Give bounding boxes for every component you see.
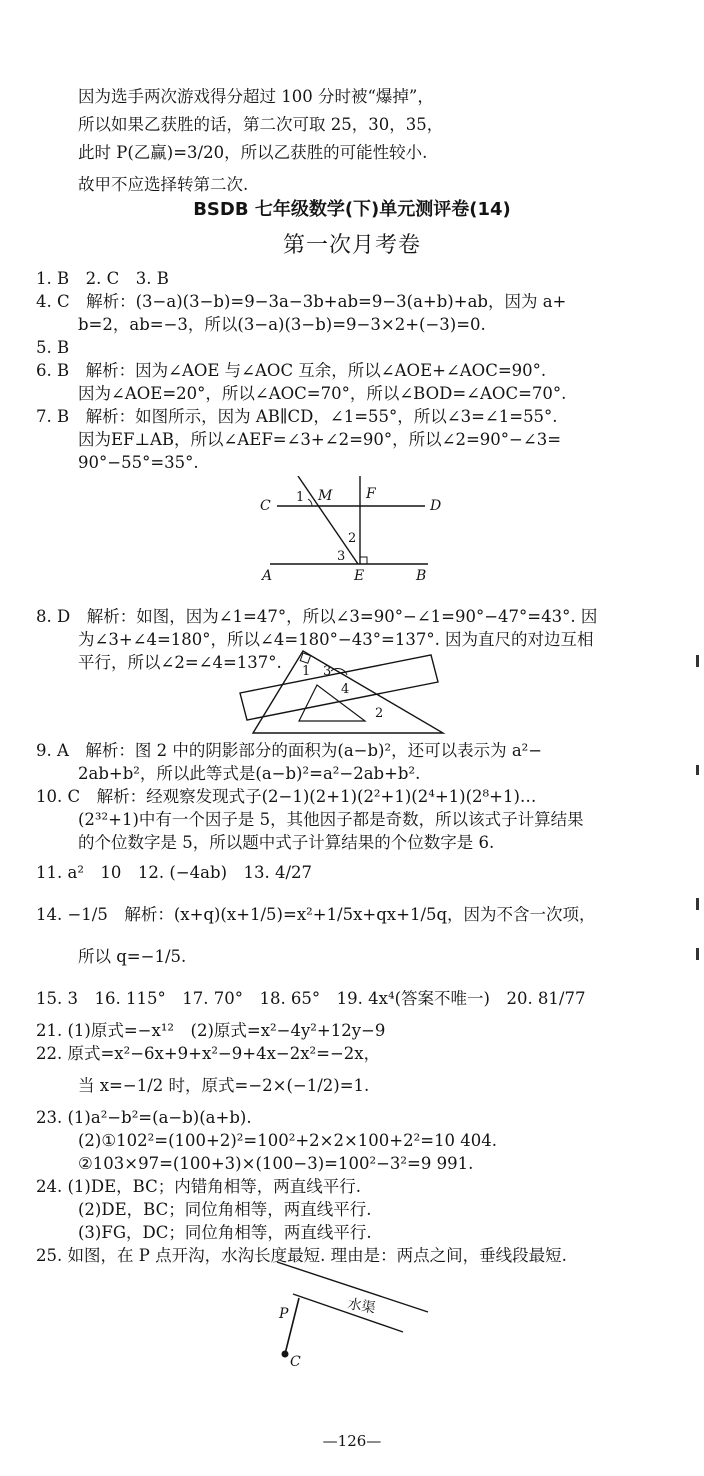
page-number: —126— bbox=[322, 1432, 382, 1450]
answer-line: 90°−55°=35°. bbox=[78, 453, 199, 472]
fig8-label: 2 bbox=[375, 706, 384, 721]
answer-line: (2)①102²=(100+2)²=100²+2×2×100+2²=10 404. bbox=[78, 1131, 498, 1150]
fig7-label: F bbox=[366, 486, 376, 502]
section-title: BSDB 七年级数学(下)单元测评卷(14) bbox=[193, 199, 511, 220]
answer-line: 22. 原式=x²−6x+9+x²−9+4x−2x²=−2x， bbox=[36, 1044, 381, 1063]
fig7-label: D bbox=[430, 498, 442, 514]
answer-line: (2)DE，BC；同位角相等，两直线平行. bbox=[78, 1200, 372, 1219]
answer-line: (3)FG，DC；同位角相等，两直线平行. bbox=[78, 1223, 372, 1242]
fig7-label: C bbox=[260, 498, 271, 514]
text-line: 因为选手两次游戏得分超过 100 分时被“爆掉”， bbox=[78, 87, 434, 106]
fig7-label: A bbox=[262, 568, 273, 584]
scan-edge-mark bbox=[696, 948, 699, 960]
answer-line: 的个位数字是 5，所以题中式子计算结果的个位数字是 6. bbox=[78, 833, 495, 852]
answer-line: 7. B 解析：如图所示，因为 AB∥CD，∠1=55°，所以∠3=∠1=55°. bbox=[36, 407, 558, 426]
answer-line: 23. (1)a²−b²=(a−b)(a+b). bbox=[36, 1108, 252, 1127]
answer-line: ②103×97=(100+3)×(100−3)=100²−3²=9 991. bbox=[78, 1154, 474, 1173]
figure-q7-parallel-lines bbox=[250, 476, 450, 588]
answer-line: 25. 如图，在 P 点开沟，水沟长度最短. 理由是：两点之间，垂线段最短. bbox=[36, 1246, 567, 1265]
answer-line: 所以 q=−1/5. bbox=[78, 947, 187, 966]
answer-line: 8. D 解析：如图，因为∠1=47°，所以∠3=90°−∠1=90°−47°=43°. 因 bbox=[36, 607, 598, 626]
answer-line: 6. B 解析：因为∠AOE 与∠AOC 互余，所以∠AOE+∠AOC=90°. bbox=[36, 361, 547, 380]
scan-edge-mark bbox=[696, 765, 699, 775]
scan-edge-mark bbox=[696, 655, 699, 667]
fig7-label: 1 bbox=[296, 490, 305, 505]
answer-line: 15. 3 16. 115° 17. 70° 18. 65° 19. 4x⁴(答案不唯一) 20. 81/77 bbox=[36, 989, 586, 1008]
answer-line: 为∠3+∠4=180°，所以∠4=180°−43°=137°. 因为直尺的对边互相 bbox=[78, 630, 594, 649]
fig7-label: B bbox=[416, 568, 427, 584]
answer-line: 因为∠AOE=20°，所以∠AOC=70°，所以∠BOD=∠AOC=70°. bbox=[78, 384, 567, 403]
answer-line: 2ab+b²，所以此等式是(a−b)²=a²−2ab+b². bbox=[78, 764, 421, 783]
fig25-label: P bbox=[279, 1306, 289, 1322]
answer-line: 11. a² 10 12. (−4ab) 13. 4/27 bbox=[36, 863, 313, 882]
fig7-label: 3 bbox=[337, 549, 346, 564]
answer-line: 1. B 2. C 3. B bbox=[36, 269, 169, 288]
answer-line: 当 x=−1/2 时，原式=−2×(−1/2)=1. bbox=[78, 1076, 370, 1095]
text-line: 此时 P(乙赢)=3/20，所以乙获胜的可能性较小. bbox=[78, 143, 428, 162]
answer-line: 24. (1)DE，BC；内错角相等，两直线平行. bbox=[36, 1177, 361, 1196]
answer-line: 因为EF⊥AB，所以∠AEF=∠3+∠2=90°，所以∠2=90°−∠3= bbox=[78, 430, 562, 449]
section-subtitle: 第一次月考卷 bbox=[282, 233, 421, 258]
fig8-label: 4 bbox=[341, 682, 350, 697]
answer-line: b=2，ab=−3，所以(3−a)(3−b)=9−3×2+(−3)=0. bbox=[78, 315, 486, 334]
answer-line: 10. C 解析：经观察发现式子(2−1)(2+1)(2²+1)(2⁴+1)(2⁸+1)… bbox=[36, 787, 537, 806]
fig7-label: 2 bbox=[348, 531, 357, 546]
figure-q8-ruler-triangle bbox=[235, 645, 455, 737]
answer-line: 21. (1)原式=−x¹² (2)原式=x²−4y²+12y−9 bbox=[36, 1021, 386, 1040]
answer-line: 平行，所以∠2=∠4=137°. bbox=[78, 653, 282, 672]
answer-line: 9. A 解析：图 2 中的阴影部分的面积为(a−b)²，还可以表示为 a²− bbox=[36, 741, 543, 760]
figure-q25-canal bbox=[265, 1258, 435, 1370]
fig8-label: 1 bbox=[302, 664, 311, 679]
fig25-label: C bbox=[290, 1354, 301, 1370]
fig7-label: M bbox=[318, 488, 333, 504]
fig25-label: 水渠 bbox=[346, 1296, 377, 1317]
scan-edge-mark bbox=[696, 898, 699, 910]
fig7-label: E bbox=[354, 568, 365, 584]
text-line: 所以如果乙获胜的话，第二次可取 25，30，35， bbox=[78, 115, 444, 134]
answer-line: (2³²+1)中有一个因子是 5，其他因子都是奇数，所以该式子计算结果 bbox=[78, 810, 584, 829]
answer-line: 14. −1/5 解析：(x+q)(x+1/5)=x²+1/5x+qx+1/5q，因为不含一次项， bbox=[36, 905, 596, 924]
answer-line: 5. B bbox=[36, 338, 70, 357]
answer-line: 4. C 解析：(3−a)(3−b)=9−3a−3b+ab=9−3(a+b)+ab，因为 a+ bbox=[36, 292, 567, 311]
fig8-label: 3 bbox=[323, 664, 332, 679]
text-line: 故甲不应选择转第二次. bbox=[78, 175, 249, 194]
